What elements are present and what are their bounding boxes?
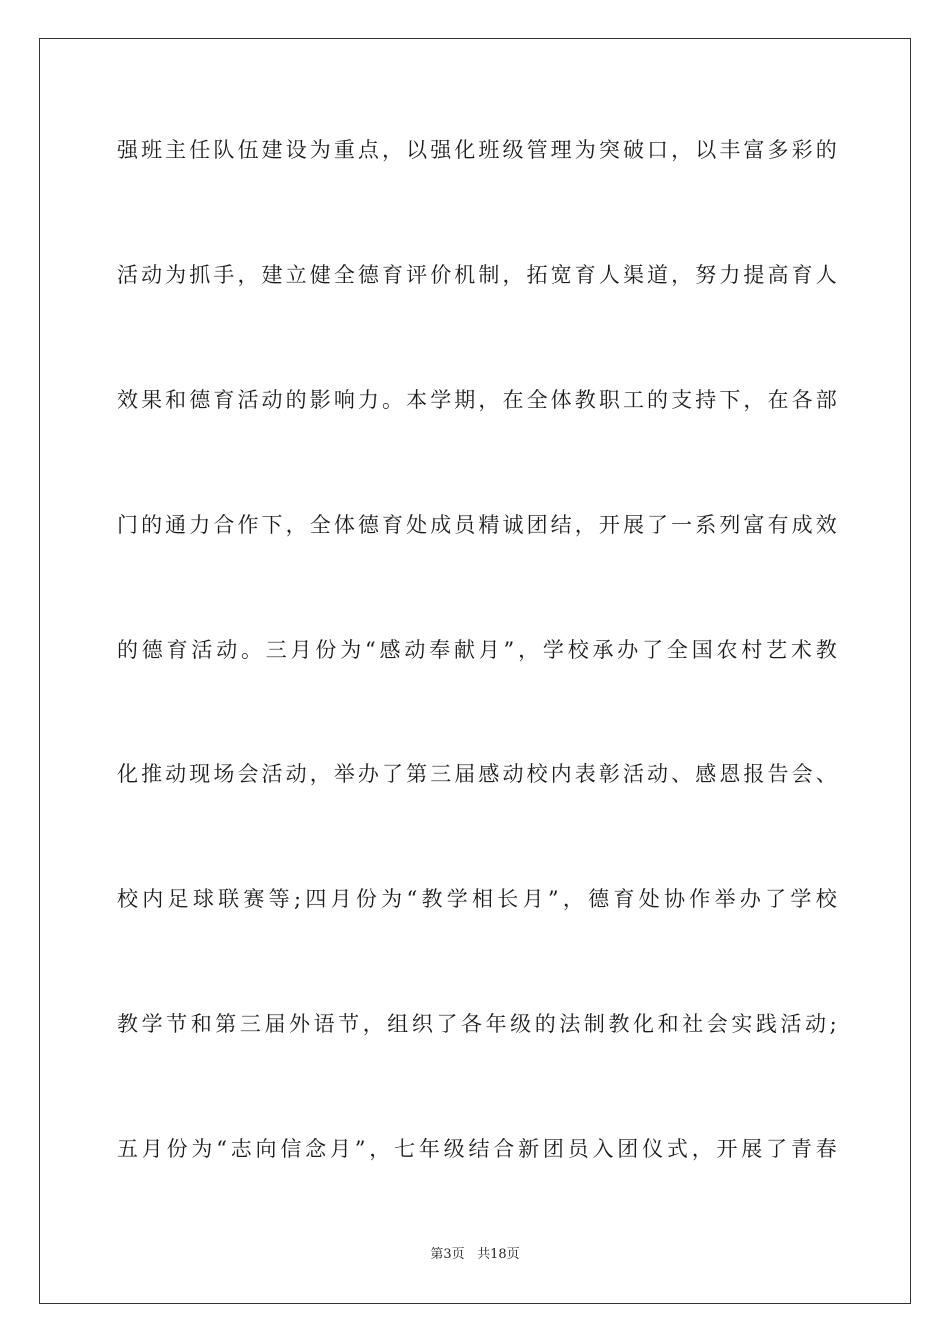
body-text-line: 化推动现场会活动，举办了第三届感动校内表彰活动、感恩报告会、 bbox=[117, 762, 837, 786]
body-text-line: 教学节和第三届外语节，组织了各年级的法制教化和社会实践活动; bbox=[117, 1012, 837, 1036]
body-text-line: 活动为抓手，建立健全德育评价机制，拓宽育人渠道，努力提高育人 bbox=[117, 263, 837, 287]
body-text-line: 强班主任队伍建设为重点，以强化班级管理为突破口，以丰富多彩的 bbox=[117, 138, 837, 162]
page-total: 共18页 bbox=[477, 1247, 520, 1262]
body-text-line: 门的通力合作下，全体德育处成员精诚团结，开展了一系列富有成效 bbox=[117, 513, 837, 537]
page-number: 第3页 bbox=[430, 1247, 465, 1262]
page-footer bbox=[0, 1246, 950, 1264]
body-text-line: 五月份为“志向信念月”，七年级结合新团员入团仪式，开展了青春 bbox=[117, 1137, 837, 1161]
body-text-line: 校内足球联赛等;四月份为“教学相长月”，德育处协作举办了学校 bbox=[117, 887, 837, 911]
body-text-line: 效果和德育活动的影响力。本学期，在全体教职工的支持下，在各部 bbox=[117, 388, 837, 412]
page-frame bbox=[39, 38, 911, 1304]
body-text-line: 的德育活动。三月份为“感动奉献月”，学校承办了全国农村艺术教 bbox=[117, 638, 837, 662]
